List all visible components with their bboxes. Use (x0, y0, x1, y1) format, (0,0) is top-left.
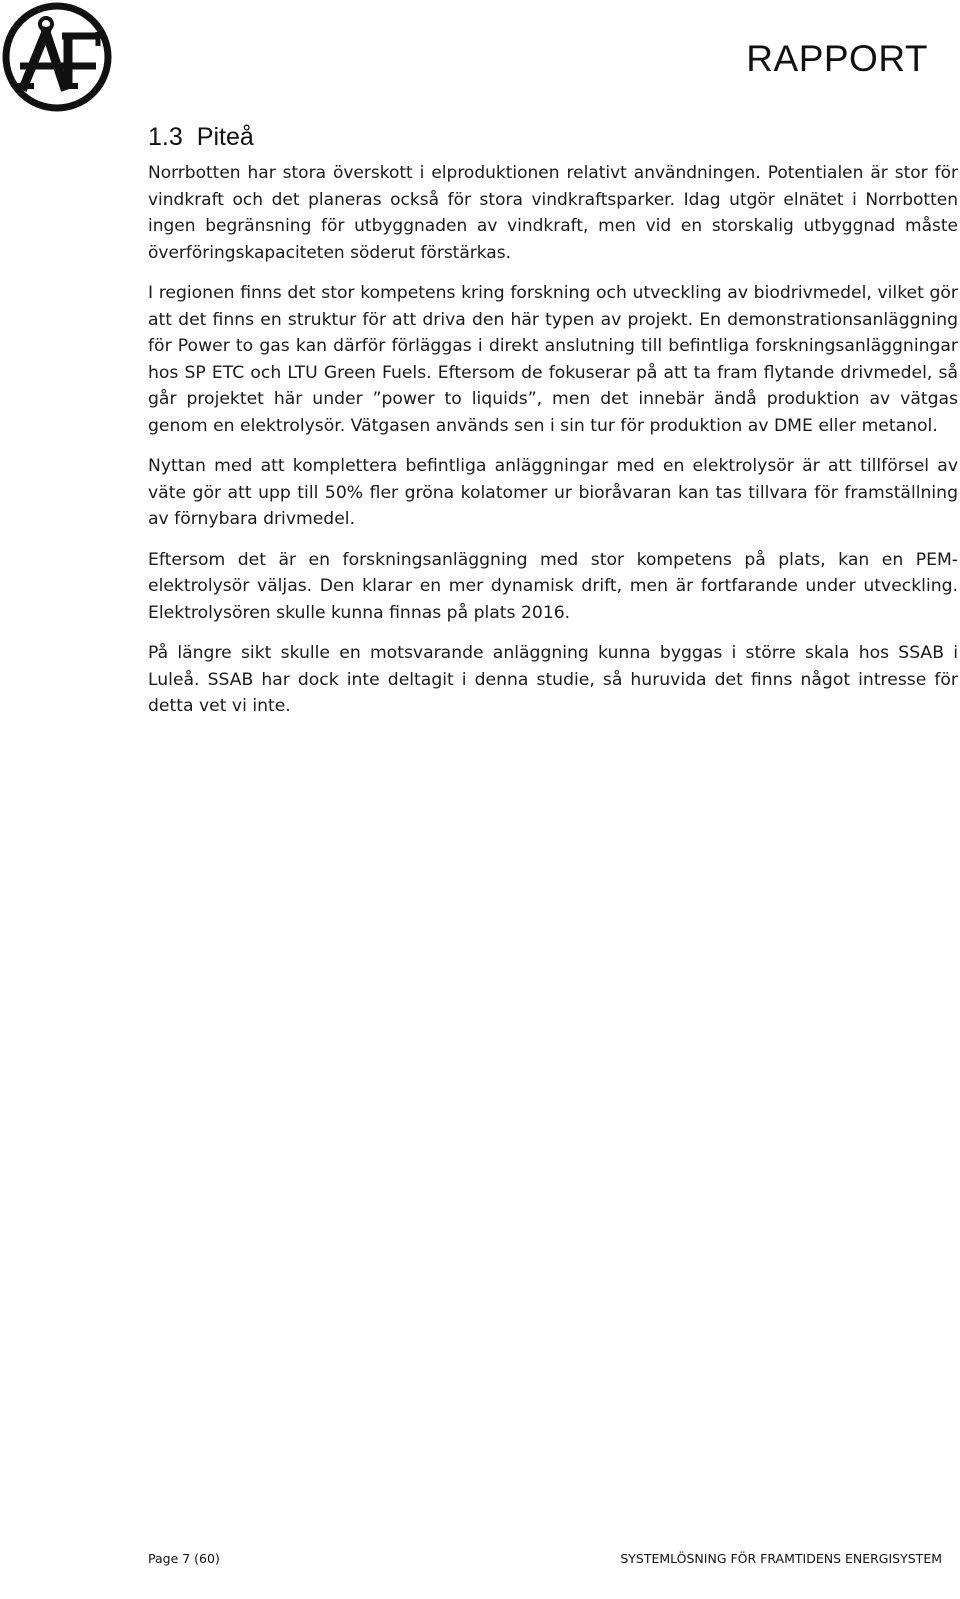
section-number: 1.3 (148, 123, 183, 151)
section-heading (148, 123, 254, 152)
paragraph: Eftersom det är en forskningsanläggning med stor kompetens på plats, kan en PEM-elektrolysör väljas. Den klarar en mer dynamisk drift, men är fortfarande under utveckling. Elektrolysören skulle kunna finnas på plats 2016. (148, 549, 958, 623)
document-type-label: RAPPORT (746, 38, 928, 79)
report-title-footer: SYSTEMLÖSNING FÖR FRAMTIDENS ENERGISYSTEM (620, 1551, 942, 1566)
paragraph: Nyttan med att komplettera befintliga anläggningar med en elektrolysör är att tillförsel av väte gör att upp till 50% fler gröna kolatomer ur bioråvaran kan tas tillvara för framställning av förnybara drivmedel. (148, 456, 958, 529)
paragraph: Norrbotten har stora överskott i elproduktionen relativt användningen. Potentialen är stor för vindkraft och det planeras också för stora vindkraftsparker. Idag utgör elnätet i Norrbotten ingen begränsning för utbyggnaden av vindkraft, men vid en storskalig utbyggnad måste överföringskapaciteten söderut förstärkas. (148, 163, 958, 263)
paragraph: I regionen finns det stor kompetens kring forskning och utveckling av biodrivmedel, vilket gör att det finns en struktur för att driva den här typen av projekt. En demonstrationsanläggning för Power to gas kan därför förläggas i direkt anslutning till befintliga forskningsanläggningar hos SP ETC och LTU Green Fuels. Eftersom de fokuserar på att ta fram flytande drivmedel, så går projektet här under ”power to liquids”, men det innebär ändå produktion av vätgas genom en elektrolysör. Vätgasen används sen i sin tur för produktion av DME eller metanol. (148, 283, 958, 436)
body-text (148, 160, 958, 734)
section-title: Piteå (196, 123, 254, 151)
page-number: Page 7 (60) (148, 1551, 220, 1566)
af-logo-icon (2, 2, 112, 112)
paragraph: På längre sikt skulle en motsvarande anläggning kunna byggas i större skala hos SSAB i Luleå. SSAB har dock inte deltagit i denna studie, så huruvida det finns något intresse för detta vet vi inte. (148, 643, 958, 716)
